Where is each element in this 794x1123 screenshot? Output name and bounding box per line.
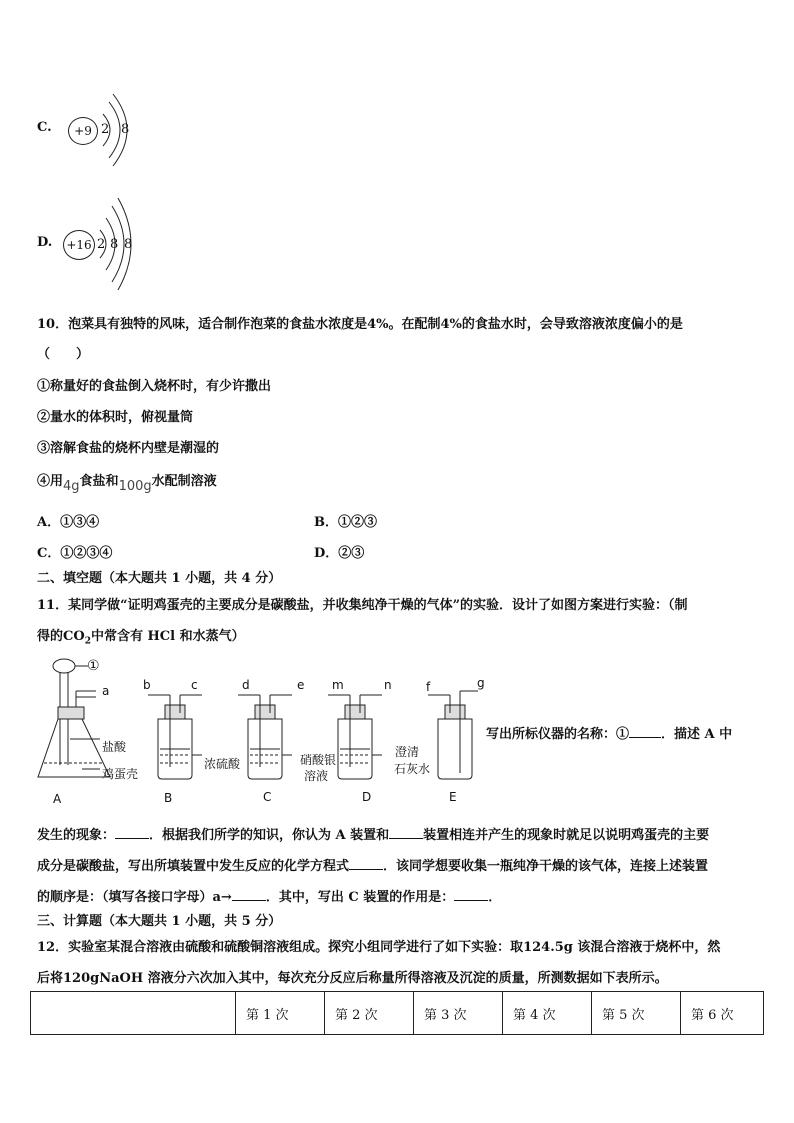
atom-c-shell-2: 8	[121, 122, 130, 137]
label-agno3-2: 溶液	[304, 769, 329, 783]
q10-item-1: ①称量好的食盐倒入烧杯时，有少许撒出	[37, 379, 272, 394]
q11-para-3b: ．其中，写出 C 装置的作用是：	[265, 890, 455, 905]
label-d: d	[242, 678, 250, 692]
table-header-cell: 第 1 次	[236, 992, 325, 1035]
q11-para-2b: ．该同学想要收集一瓶纯净干燥的该气体，连接上述装置	[383, 859, 709, 874]
atom-c-shell-1: 2	[101, 122, 110, 137]
atom-d-shell-2: 8	[110, 237, 119, 252]
table-header-cell: 第 4 次	[503, 992, 592, 1035]
q10-item-2: ②量水的体积时，俯视量筒	[37, 410, 194, 425]
choice-d-key: D．	[314, 546, 339, 561]
q11-para-1	[37, 824, 709, 843]
label-lime-2: 石灰水	[394, 762, 431, 776]
label-m: m	[332, 678, 344, 692]
label-agno3-1: 硝酸银	[300, 753, 337, 767]
label-f: f	[426, 680, 431, 694]
blank-instrument-name[interactable]	[629, 737, 661, 738]
q11-para-3	[37, 886, 501, 905]
choice-a-key: A．	[37, 515, 61, 530]
apparatus-e	[428, 691, 478, 779]
q11-para-2a: 成分是碳酸盐，写出所填装置中发生反应的化学方程式	[37, 859, 350, 874]
q12-line-1: 12．实验室某混合溶液由硫酸和硫酸铜溶液组成。探究小组同学进行了如下实验：取124.5g 该混合溶液于烧杯中，然	[37, 940, 721, 955]
q11-para-2	[37, 855, 708, 874]
label-a: a	[102, 684, 110, 698]
q11-para-1a: 发生的现象：	[37, 828, 116, 843]
label-n: n	[384, 678, 392, 692]
label-apparatus-E: E	[449, 790, 457, 804]
q10-item-4-mid: 食盐和	[79, 474, 119, 489]
choice-b	[314, 511, 377, 530]
q10-paren: （ ）	[37, 347, 90, 362]
apparatus-b	[148, 695, 202, 779]
atom-d-shell-3: 8	[124, 237, 133, 252]
q11-para-3c: ．	[488, 890, 502, 905]
q10-stem: 10．泡菜具有独特的风味，适合制作泡菜的食盐水浓度是4%。在配制4%的食盐水时，会导致溶液浓度偏小的是	[37, 317, 683, 332]
results-table	[30, 991, 764, 1035]
label-g: g	[477, 676, 485, 690]
q10-item-3: ③溶解食盐的烧杯内壁是潮湿的	[37, 441, 220, 456]
blank-c-function[interactable]	[454, 900, 488, 901]
label-circle-1: ①	[87, 658, 100, 674]
table-header-cell	[31, 992, 236, 1035]
label-hcl: 盐酸	[102, 740, 127, 754]
blank-device[interactable]	[389, 838, 423, 839]
choice-c	[37, 542, 112, 561]
atom-d-shell-1: 2	[97, 237, 106, 252]
label-eggshell: 鸡蛋壳	[102, 767, 139, 781]
choice-a	[37, 511, 99, 530]
q11-line-2	[37, 625, 245, 647]
q12-line-2: 后将120gNaOH 溶液分六次加入其中，每次充分反应后称量所得溶液及沉淀的质量，所测数据如下表所示。	[37, 971, 668, 986]
label-apparatus-C: C	[263, 790, 272, 804]
q11-para-1c: 装置相连并产生的现象时就足以说明鸡蛋壳的主要	[423, 828, 710, 843]
section-2-heading: 二、填空题（本大题共 1 小题，共 4 分）	[37, 571, 282, 586]
apparatus-d	[328, 695, 382, 779]
q10-item-4	[37, 470, 217, 494]
q11-line-2-pre: 得的	[37, 629, 64, 644]
choice-b-val: ①②③	[338, 515, 378, 530]
q11-line-2-post: 中常含有 HCl 和水蒸气）	[90, 629, 245, 644]
apparatus-figure	[30, 655, 480, 805]
q10-item-4-mass1: 4g	[63, 479, 80, 494]
q11-line-1: 11．某同学做“证明鸡蛋壳的主要成分是碳酸盐，并收集纯净干燥的气体”的实验．设计了如图方案进行实验：（制	[37, 598, 688, 613]
choice-d-val: ②③	[338, 546, 365, 561]
atom-c-nucleus: +9	[68, 117, 98, 145]
table-header-cell: 第 2 次	[325, 992, 414, 1035]
label-apparatus-D: D	[362, 790, 372, 804]
blank-order[interactable]	[232, 900, 266, 901]
blank-equation[interactable]	[349, 869, 383, 870]
choice-c-key: C．	[37, 546, 61, 561]
apparatus-a	[38, 659, 110, 777]
table-header-cell: 第 3 次	[414, 992, 503, 1035]
table-row	[31, 992, 764, 1035]
label-b: b	[143, 678, 151, 692]
q11-side-pre: 写出所标仪器的名称：	[486, 727, 617, 742]
q11-co2: CO	[63, 629, 85, 644]
atom-d-nucleus: +16	[63, 230, 95, 260]
option-c-label: C.	[37, 120, 52, 135]
q10-item-4-pre: ④用	[37, 474, 64, 489]
q11-para-3a: 的顺序是：（填写各接口字母）a→	[37, 890, 232, 905]
label-e: e	[297, 678, 305, 692]
q11-side-circle: ①	[616, 727, 630, 742]
label-apparatus-A: A	[53, 792, 62, 806]
blank-phenomenon[interactable]	[115, 838, 149, 839]
label-c: c	[191, 678, 198, 692]
q11-co2-sub: 2	[84, 636, 91, 647]
choice-d	[314, 542, 364, 561]
table-header-cell: 第 6 次	[681, 992, 764, 1035]
q10-item-4-mass2: 100g	[118, 479, 152, 494]
choice-c-val: ①②③④	[60, 546, 113, 561]
option-d-label: D.	[37, 235, 53, 250]
apparatus-c	[238, 695, 292, 779]
label-h2so4: 浓硫酸	[204, 757, 241, 771]
label-apparatus-B: B	[164, 791, 173, 805]
table-header-cell: 第 5 次	[592, 992, 681, 1035]
q11-side-text	[486, 723, 732, 742]
q11-para-1b: ．根据我们所学的知识，你认为 A 装置和	[149, 828, 390, 843]
q10-item-4-post: 水配制溶液	[151, 474, 217, 489]
q11-side-post: ．描述 A 中	[661, 727, 733, 742]
choice-a-val: ①③④	[60, 515, 100, 530]
label-lime-1: 澄清	[395, 745, 420, 759]
section-3-heading: 三、计算题（本大题共 1 小题，共 5 分）	[37, 914, 282, 929]
choice-b-key: B．	[314, 515, 338, 530]
